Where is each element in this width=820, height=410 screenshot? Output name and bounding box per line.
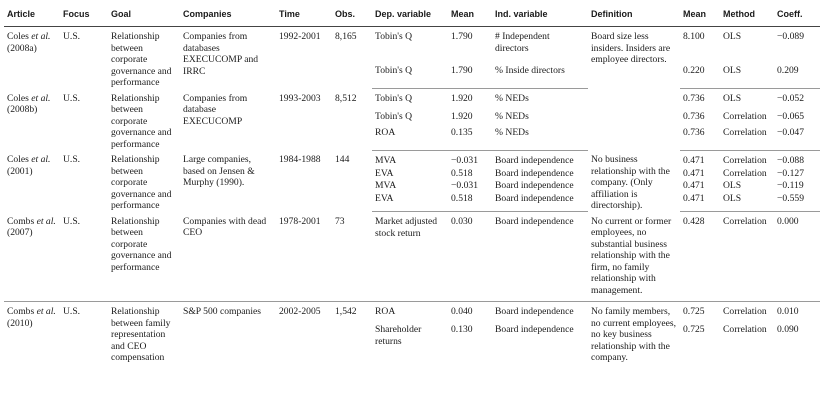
mean2-cell: 0.471 xyxy=(683,167,705,179)
dep-variable-cell: EVA xyxy=(375,167,394,179)
mean2-cell: 8.100 xyxy=(683,31,705,42)
article-cell xyxy=(4,212,60,302)
article-cell xyxy=(4,302,60,364)
column-header-goal: Goal xyxy=(108,2,180,27)
companies-cell: S&P 500 companies xyxy=(183,306,261,317)
article-year: (2010) xyxy=(7,317,33,329)
coeff-cell: −0.088 xyxy=(777,154,804,166)
study-group xyxy=(4,27,820,89)
literature-table xyxy=(4,2,820,364)
companies-cell: Companies with dead CEO xyxy=(180,212,276,302)
article-etal: et al. xyxy=(31,31,51,42)
coeff-cell: −0.119 xyxy=(777,180,804,192)
ind-variable-cell: % NEDs xyxy=(495,110,529,122)
coeff-cell: 0.209 xyxy=(774,65,820,89)
table-row xyxy=(4,302,820,325)
mean2-cell: 0.428 xyxy=(680,212,720,302)
article-author: Coles xyxy=(7,154,29,165)
dep-variable-cell: EVA xyxy=(372,193,448,212)
time-cell: 1984-1988 xyxy=(279,154,321,165)
column-header-ind-variable: Ind. variable xyxy=(492,2,588,27)
obs-cell: 8,165 xyxy=(335,31,357,42)
method-cell: Correlation xyxy=(723,154,767,166)
dep-variable-cell: Market adjusted stock return xyxy=(372,212,448,302)
coeff-cell: 0.090 xyxy=(777,324,799,336)
coeff-cell: 0.010 xyxy=(777,306,799,317)
mean-cell: 0.518 xyxy=(451,167,473,179)
column-header-companies: Companies xyxy=(180,2,276,27)
obs-cell: 144 xyxy=(335,154,350,165)
mean-cell: −0.031 xyxy=(451,154,478,166)
ind-variable-cell: Board independence xyxy=(495,167,574,179)
article-etal: et al. xyxy=(31,154,51,165)
method-cell: Correlation xyxy=(723,167,767,179)
companies-cell: Companies from databases EXECUCOMP and IRRC xyxy=(183,31,259,77)
ind-variable-cell: % NEDs xyxy=(492,127,588,151)
mean-cell: 1.790 xyxy=(448,65,492,89)
header-row xyxy=(4,2,820,27)
goal-cell: Relationship between corporate governance and performance xyxy=(111,92,172,150)
column-header-mean: Mean xyxy=(448,2,492,27)
article-author: Coles xyxy=(7,31,29,42)
column-header-coeff: Coeff. xyxy=(774,2,820,27)
ind-variable-cell: Board independence xyxy=(492,193,588,212)
definition-cell: Board size less insiders. Insiders are employee directors. xyxy=(591,31,671,65)
study-group xyxy=(4,212,820,302)
coeff-cell: −0.089 xyxy=(777,31,804,42)
method-cell: OLS xyxy=(720,193,774,212)
method-cell: OLS xyxy=(723,93,742,104)
article-cell xyxy=(4,89,60,151)
article-year: (2008b) xyxy=(7,104,38,115)
table-row xyxy=(4,89,820,111)
method-cell: Correlation xyxy=(723,306,767,317)
dep-variable-cell: ROA xyxy=(375,306,396,317)
coeff-cell: −0.559 xyxy=(774,193,820,212)
study-group xyxy=(4,150,820,212)
mean2-cell: 0.471 xyxy=(683,180,705,192)
method-cell: OLS xyxy=(723,31,742,42)
study-group xyxy=(4,302,820,364)
method-cell: OLS xyxy=(720,65,774,89)
article-author: Combs xyxy=(7,215,35,227)
obs-cell: 73 xyxy=(332,212,372,302)
companies-cell: Companies from database EXECUCOMP xyxy=(183,92,248,127)
article-year: (2001) xyxy=(7,165,33,177)
column-header-obs: Obs. xyxy=(332,2,372,27)
coeff-cell: −0.047 xyxy=(774,127,820,151)
ind-variable-cell: % Inside directors xyxy=(492,65,588,89)
mean2-cell: 0.736 xyxy=(683,110,705,122)
article-author: Combs xyxy=(7,306,35,317)
ind-variable-cell: # Independent directors xyxy=(495,31,550,54)
coeff-cell: 0.000 xyxy=(774,212,820,302)
dep-variable-cell: MVA xyxy=(375,154,397,166)
column-header-dep-variable: Dep. variable xyxy=(372,2,448,27)
obs-cell: 1,542 xyxy=(335,306,357,317)
mean2-cell: 0.736 xyxy=(683,93,705,104)
focus-cell: U.S. xyxy=(60,212,108,302)
mean-cell: 0.130 xyxy=(451,324,473,336)
dep-variable-cell: ROA xyxy=(372,127,448,151)
time-cell: 1993-2003 xyxy=(279,92,321,104)
article-cell xyxy=(4,27,60,89)
column-header-focus: Focus xyxy=(60,2,108,27)
definition-cell: No business relationship with the company. (Only affiliation is directorship). xyxy=(591,154,670,211)
focus-cell: U.S. xyxy=(63,306,81,317)
table-row xyxy=(4,212,820,302)
article-author: Coles xyxy=(7,92,29,104)
dep-variable-cell: Tobin's Q xyxy=(375,110,413,122)
definition-cell xyxy=(588,89,680,151)
article-year: (2007) xyxy=(7,227,33,238)
mean-cell: 1.920 xyxy=(451,93,473,104)
study-group xyxy=(4,89,820,151)
obs-cell: 8,512 xyxy=(335,92,357,104)
column-header-article: Article xyxy=(4,2,60,27)
mean-cell: 0.030 xyxy=(448,212,492,302)
table-header xyxy=(4,2,820,27)
goal-cell: Relationship between corporate governance and performance xyxy=(108,212,180,302)
ind-variable-cell: % NEDs xyxy=(495,93,529,104)
dep-variable-cell: Tobin's Q xyxy=(375,93,413,104)
method-cell: Correlation xyxy=(723,110,767,122)
time-cell: 2002-2005 xyxy=(279,306,321,317)
dep-variable-cell: Shareholder returns xyxy=(375,324,422,347)
ind-variable-cell: Board independence xyxy=(495,324,574,336)
column-header-time: Time xyxy=(276,2,332,27)
dep-variable-cell: Tobin's Q xyxy=(372,65,448,89)
dep-variable-cell: MVA xyxy=(375,180,397,192)
focus-cell: U.S. xyxy=(63,31,81,42)
focus-cell: U.S. xyxy=(63,92,81,104)
mean2-cell: 0.220 xyxy=(680,65,720,89)
mean2-cell: 0.725 xyxy=(683,324,705,336)
coeff-cell: −0.052 xyxy=(777,93,804,104)
column-header-mean-2: Mean xyxy=(680,2,720,27)
method-cell: Correlation xyxy=(723,324,767,336)
mean-cell: 0.135 xyxy=(448,127,492,151)
time-cell: 1992-2001 xyxy=(279,31,321,42)
mean-cell: 0.040 xyxy=(451,306,473,317)
method-cell: OLS xyxy=(723,180,742,192)
article-etal: et al. xyxy=(36,215,56,227)
table-row xyxy=(4,150,820,168)
mean-cell: 1.790 xyxy=(451,31,473,42)
ind-variable-cell: Board independence xyxy=(495,306,574,317)
definition-cell: No current or former employees, no substantial business relationship with the firm, no family relationship with management. xyxy=(588,212,680,302)
coeff-cell: −0.065 xyxy=(777,110,804,122)
method-cell: Correlation xyxy=(720,212,774,302)
focus-cell: U.S. xyxy=(63,154,81,165)
mean-cell: −0.031 xyxy=(451,180,478,192)
ind-variable-cell: Board independence xyxy=(492,212,588,302)
mean2-cell: 0.736 xyxy=(680,127,720,151)
ind-variable-cell: Board independence xyxy=(495,180,574,192)
mean2-cell: 0.725 xyxy=(683,306,705,317)
article-etal: et al. xyxy=(31,92,51,104)
mean-cell: 1.920 xyxy=(451,110,473,122)
goal-cell: Relationship between corporate governance and performance xyxy=(111,154,172,211)
article-year: (2008a) xyxy=(7,42,37,54)
definition-cell: No family members, no current employees, no key business relationship with the company. xyxy=(591,306,676,363)
column-header-method: Method xyxy=(720,2,774,27)
ind-variable-cell: Board independence xyxy=(495,154,574,166)
goal-cell: Relationship between family representation and CEO compensation xyxy=(111,306,171,363)
coeff-cell: −0.127 xyxy=(777,167,804,179)
companies-cell: Large companies, based on Jensen & Murphy (1990). xyxy=(183,154,255,188)
goal-cell: Relationship between corporate governance and performance xyxy=(111,31,172,88)
article-cell xyxy=(4,150,60,212)
mean-cell: 0.518 xyxy=(448,193,492,212)
mean2-cell: 0.471 xyxy=(683,154,705,166)
article-etal: et al. xyxy=(36,306,56,317)
method-cell: Correlation xyxy=(720,127,774,151)
mean2-cell: 0.471 xyxy=(680,193,720,212)
table-row xyxy=(4,27,820,65)
column-header-definition: Definition xyxy=(588,2,680,27)
dep-variable-cell: Tobin's Q xyxy=(375,31,413,42)
time-cell: 1978-2001 xyxy=(276,212,332,302)
